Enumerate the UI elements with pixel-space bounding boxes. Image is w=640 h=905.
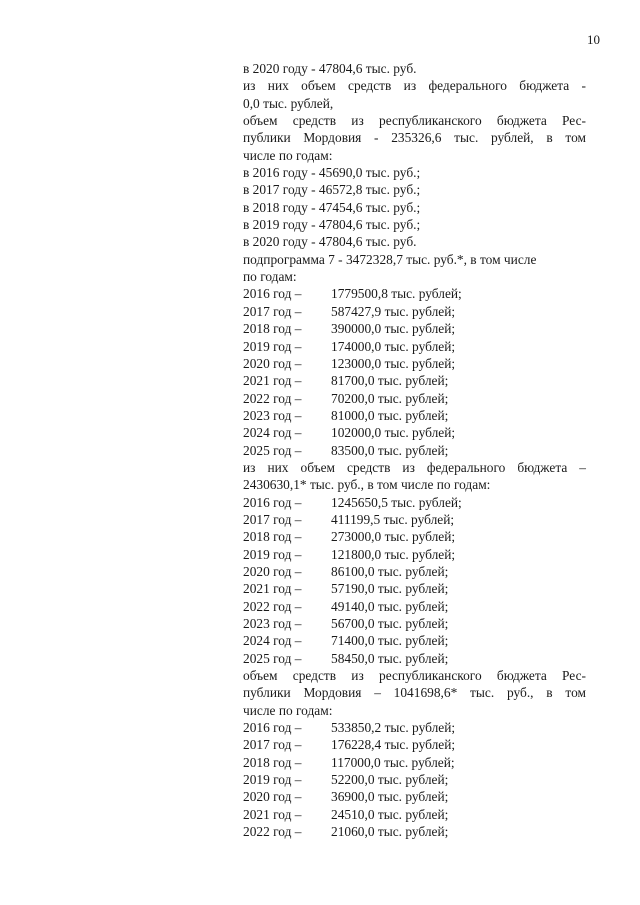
- text-line: из них объем средств из федерального бюджета -: [243, 78, 586, 94]
- text-line: в 2016 году - 45690,0 тыс. руб.;: [243, 165, 421, 181]
- year-label: 2017 год –: [243, 511, 302, 527]
- year-label: 2018 год –: [243, 321, 302, 337]
- year-label: 2019 год –: [243, 546, 302, 562]
- page-number: 10: [587, 32, 600, 47]
- amount-value: 390000,0 тыс. рублей;: [331, 321, 456, 337]
- amount-value: 52200,0 тыс. рублей;: [331, 772, 449, 788]
- text-line: в 2020 году - 47804,6 тыс. руб.: [243, 61, 417, 76]
- year-amount-line: [243, 355, 586, 372]
- year-label: 2022 год –: [243, 390, 302, 406]
- text-line: объем средств из республиканского бюджета Рес-: [243, 113, 586, 129]
- year-amount-line: [243, 823, 586, 840]
- amount-value: 81700,0 тыс. рублей;: [331, 373, 449, 389]
- year-label: 2019 год –: [243, 338, 302, 354]
- year-label: 2025 год –: [243, 650, 302, 666]
- year-label: 2023 год –: [243, 407, 302, 423]
- year-amount-line: [243, 528, 586, 545]
- amount-value: 86100,0 тыс. рублей;: [331, 563, 449, 579]
- year-amount-line: [243, 806, 586, 823]
- year-label: 2017 год –: [243, 737, 302, 753]
- year-amount-line: [243, 407, 586, 424]
- year-amount-line: [243, 285, 586, 302]
- amount-value: 21060,0 тыс. рублей;: [331, 824, 449, 840]
- amount-value: 70200,0 тыс. рублей;: [331, 390, 449, 406]
- text-line: в 2019 году - 47804,6 тыс. руб.;: [243, 217, 421, 233]
- year-amount-line: [243, 615, 586, 632]
- text-line: в 2018 году - 47454,6 тыс. руб.;: [243, 199, 421, 215]
- amount-value: 57190,0 тыс. рублей;: [331, 581, 449, 597]
- amount-value: 411199,5 тыс. рублей;: [331, 511, 455, 527]
- year-label: 2019 год –: [243, 772, 302, 788]
- year-amount-line: [243, 771, 586, 788]
- text-line: подпрограмма 7 - 3472328,7 тыс. руб.*, в том числе: [243, 251, 537, 267]
- year-label: 2022 год –: [243, 598, 302, 614]
- year-amount-line: [243, 788, 586, 805]
- year-amount-line: [243, 320, 586, 337]
- year-amount-line: [243, 563, 586, 580]
- year-amount-line: [243, 442, 586, 459]
- year-label: 2020 год –: [243, 789, 302, 805]
- text-line: объем средств из республиканского бюджета Рес-: [243, 668, 586, 684]
- amount-value: 117000,0 тыс. рублей;: [331, 754, 455, 770]
- amount-value: 58450,0 тыс. рублей;: [331, 650, 449, 666]
- year-amount-line: [243, 736, 586, 753]
- amount-value: 56700,0 тыс. рублей;: [331, 616, 449, 631]
- year-amount-line: [243, 372, 586, 389]
- year-label: 2024 год –: [243, 425, 302, 441]
- text-line: в 2017 году - 46572,8 тыс. руб.;: [243, 182, 421, 198]
- year-label: 2021 год –: [243, 806, 302, 822]
- year-label: 2020 год –: [243, 355, 302, 371]
- amount-value: 533850,2 тыс. рублей;: [331, 720, 456, 736]
- year-amount-line: [243, 719, 586, 736]
- amount-value: 1245650,5 тыс. рублей;: [331, 494, 462, 510]
- year-amount-line: [243, 632, 586, 649]
- amount-value: 81000,0 тыс. рублей;: [331, 407, 449, 423]
- year-label: 2016 год –: [243, 494, 302, 510]
- amount-value: 587427,9 тыс. рублей;: [331, 303, 456, 319]
- year-label: 2016 год –: [243, 286, 302, 302]
- year-amount-line: [243, 754, 586, 771]
- year-amount-line: [243, 650, 586, 667]
- amount-value: 102000,0 тыс. рублей;: [331, 425, 456, 441]
- year-label: 2017 год –: [243, 303, 302, 319]
- text-line: публики Мордовия - 235326,6 тыс. рублей, в том: [243, 130, 586, 146]
- amount-value: 49140,0 тыс. рублей;: [331, 598, 449, 614]
- amount-value: 36900,0 тыс. рублей;: [331, 789, 449, 805]
- amount-value: 174000,0 тыс. рублей;: [331, 338, 456, 354]
- year-label: 2025 год –: [243, 442, 302, 458]
- document-body: [243, 60, 586, 840]
- year-amount-line: [243, 546, 586, 563]
- amount-value: 176228,4 тыс. рублей;: [331, 737, 456, 753]
- year-amount-line: [243, 424, 586, 441]
- amount-value: 24510,0 тыс. рублей;: [331, 806, 449, 822]
- text-line: из них объем средств из федерального бюджета –: [243, 459, 586, 475]
- year-amount-line: [243, 303, 586, 320]
- year-amount-line: [243, 511, 586, 528]
- year-label: 2021 год –: [243, 373, 302, 389]
- amount-value: 121800,0 тыс. рублей;: [331, 546, 456, 562]
- amount-value: 1779500,8 тыс. рублей;: [331, 286, 462, 302]
- year-label: 2018 год –: [243, 529, 302, 545]
- year-label: 2023 год –: [243, 616, 302, 631]
- year-label: 2021 год –: [243, 581, 302, 597]
- amount-value: 273000,0 тыс. рублей;: [331, 529, 456, 545]
- year-amount-line: [243, 338, 586, 355]
- amount-value: 83500,0 тыс. рублей;: [331, 442, 449, 458]
- year-label: 2020 год –: [243, 563, 302, 579]
- year-amount-line: [243, 494, 586, 511]
- text-line: по годам:: [243, 269, 297, 285]
- text-line: 0,0 тыс. рублей,: [243, 95, 334, 111]
- text-line: числе по годам:: [243, 147, 333, 163]
- year-amount-line: [243, 390, 586, 407]
- text-line: в 2020 году - 47804,6 тыс. руб.: [243, 234, 417, 250]
- year-amount-line: [243, 580, 586, 597]
- text-line: числе по годам:: [243, 702, 333, 718]
- year-amount-line: [243, 598, 586, 615]
- year-label: 2018 год –: [243, 754, 302, 770]
- year-label: 2022 год –: [243, 824, 302, 840]
- amount-value: 123000,0 тыс. рублей;: [331, 355, 456, 371]
- text-line: публики Мордовия – 1041698,6* тыс. руб., в том: [243, 685, 586, 701]
- year-label: 2016 год –: [243, 720, 302, 736]
- year-label: 2024 год –: [243, 633, 302, 649]
- text-line: 2430630,1* тыс. руб., в том числе по годам:: [243, 477, 491, 493]
- amount-value: 71400,0 тыс. рублей;: [331, 633, 449, 649]
